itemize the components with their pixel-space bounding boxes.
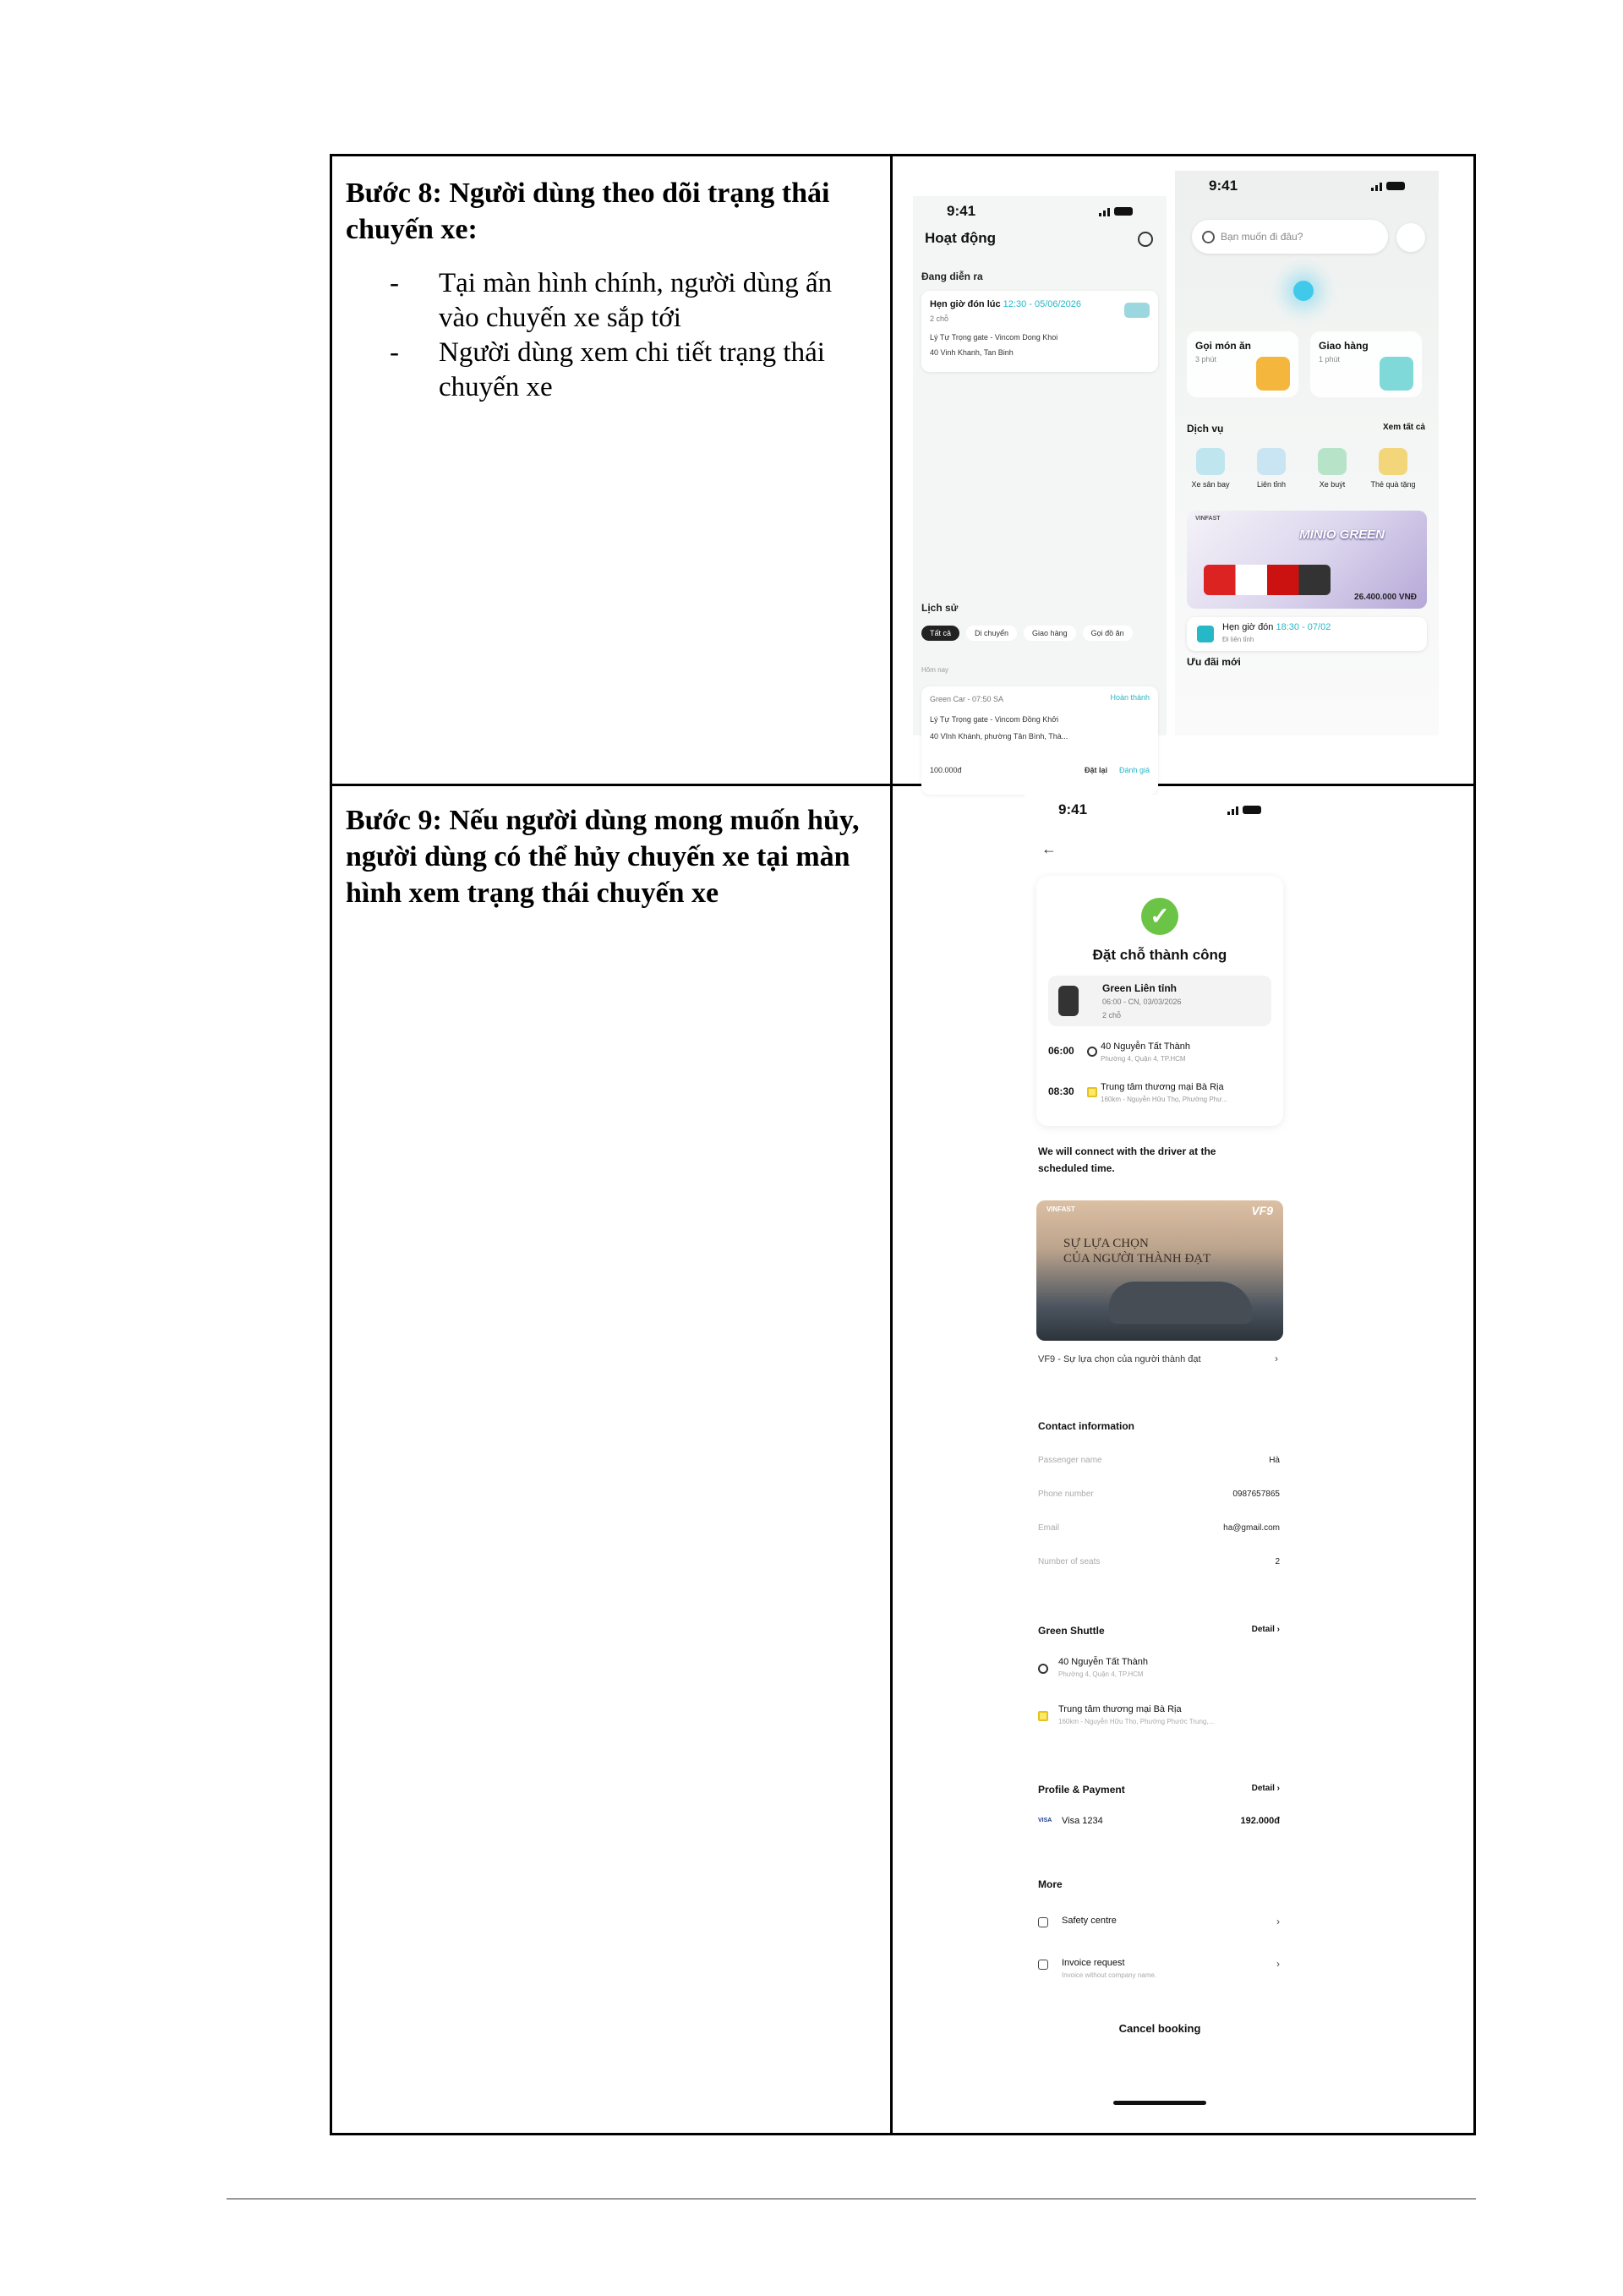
step-8-cell — [346, 175, 870, 405]
step-9-title: Bước 9: Nếu người dùng mong muốn hủy, người dùng có thể hủy chuyến xe tại màn hình xem trạng thái chuyến xe — [346, 805, 860, 909]
payment-detail-link[interactable]: Detail › — [1251, 1784, 1280, 1793]
vf9-banner[interactable]: VINFAST VF9 SỰ LỰA CHỌN CỦA NGƯỜI THÀNH ĐẠT — [1036, 1200, 1283, 1341]
step-8-bullet: - Tại màn hình chính, người dùng ấn vào chuyến xe sắp tới — [390, 268, 833, 333]
connect-message: We will connect with the driver at the scheduled time. — [1038, 1145, 1216, 1174]
step-8-bullets — [390, 266, 870, 405]
history-card[interactable]: Green Car - 07:50 SA Hoàn thành Lý Tự Trọng gate - Vincom Đồng Khởi 40 Vĩnh Khánh, phường Tân Bình, Thà... 100.000đ Đặt lại Đánh giá — [921, 686, 1158, 795]
history-filter — [921, 626, 1133, 641]
home-indicator — [1113, 2101, 1206, 2105]
status-bar: 9:41 — [1025, 795, 1295, 825]
success-title: Đặt chỗ thành công — [1092, 947, 1227, 963]
step-8-title: Bước 8: Người dùng theo dõi trạng thái chuyến xe: — [346, 178, 830, 245]
see-all-link[interactable]: Xem tất cả — [1382, 423, 1425, 432]
history-label: Lịch sử — [921, 602, 959, 614]
services-label: Dịch vụ — [1187, 423, 1224, 435]
service-bus[interactable]: Xe buýt — [1305, 448, 1359, 489]
contact-row: Phone number 0987657865 — [1038, 1490, 1280, 1499]
page-title: Hoạt động — [925, 230, 997, 246]
ride-summary: Green Liên tỉnh 06:00 - CN, 03/03/2026 2 chỗ — [1048, 976, 1271, 1026]
vf9-caption[interactable]: VF9 - Sự lựa chọn của người thành đạt — [1038, 1354, 1201, 1364]
ongoing-trip-card[interactable]: Hẹn giờ đón lúc 12:30 - 05/06/2026 2 chỗ Lý Tự Trọng gate - Vincom Dong Khoi 40 Vinh Khanh, Tan Binh — [921, 291, 1158, 372]
activity-screen: 9:41 Hoạt động Đang diễn ra Hẹn giờ đón lúc 12:30 - 05/06/2026 2 chỗ Lý Tự Trọng gate - Vincom Dong Khoi 40 Vinh Khanh, Tan Binh Lịch sử Tất cả Di chuyển Giao hàng Gọi đồ ăn Hôm nay Green Car - 07:50 SA Hoàn thành Lý Tự Trọng gate - Vincom Đồng Khởi 40 Vĩnh Khánh, phường Tân Bình, Thà... 100.000đ Đặt lại Đánh giá — [913, 196, 1167, 735]
box-icon — [1380, 357, 1413, 391]
back-arrow-icon[interactable]: ← — [1041, 840, 1057, 857]
appointment-card[interactable]: Hẹn giờ đón 18:30 - 07/02 Đi liên tỉnh — [1187, 617, 1427, 651]
ongoing-label: Đang diễn ra — [921, 271, 983, 282]
profile-icon[interactable] — [1396, 223, 1425, 252]
footer-divider — [227, 2198, 1476, 2200]
battery-icon — [1243, 806, 1261, 814]
cancel-booking-button[interactable]: Cancel booking — [1118, 2022, 1201, 2035]
home-screen — [1175, 171, 1439, 735]
food-icon — [1256, 357, 1290, 391]
cars-image — [1204, 565, 1331, 595]
car-icon — [1124, 303, 1150, 318]
promo-banner[interactable]: VINFAST MINIO GREEN 26.400.000 VNĐ — [1187, 511, 1427, 609]
check-icon: ✓ — [1141, 898, 1178, 935]
chip-move[interactable]: Di chuyển — [966, 626, 1017, 641]
battery-icon — [1114, 207, 1133, 216]
delivery-service[interactable]: Giao hàng 1 phút — [1310, 331, 1422, 397]
more-title: More — [1038, 1878, 1063, 1890]
offers-label: Ưu đãi mới — [1187, 656, 1241, 668]
service-gift-card[interactable]: Thẻ quà tặng — [1366, 448, 1420, 489]
calendar-icon — [1197, 626, 1214, 642]
payment-title: Profile & Payment — [1038, 1784, 1125, 1796]
bullet-dash: - — [390, 337, 399, 368]
contact-row: Email ha@gmail.com — [1038, 1523, 1280, 1533]
battery-icon — [1386, 182, 1405, 190]
chip-all[interactable]: Tất cả — [921, 626, 959, 641]
booking-success-screen: 9:41 ← ✓ Đặt chỗ thành công Green Liên tỉnh 06:00 - CN, 03/03/2026 2 chỗ 06:00 40 Nguyễn Tất Thành Phường 4, Quận 4, TP.HCM 08:30 Trung tâm thương mại Bà Rịa 160km - Nguyễn Hữu Thọ, Phường Phư... We will connect with the driver at the scheduled time. VINFAST VF9 SỰ LỰA CHỌN CỦA NGƯỜI THÀNH ĐẠT VF9 - Sự lựa chọn của người thành đạt › Contact information Passenger name Hà Phone number 0987657865 Email ha@gmail.com Number of seats 2 Green Shuttle Detail › 40 Nguyễn Tất Thành Phường 4, Quận 4, TP.HCM Trung tâm thương mại Bà Rịa 160km - Nguyễn Hữu Thọ, Phường Phước Trung,... Profile & Payment Detail › VISA Visa 1234 192.000đ More Safety centre › Invoice request Invoice without company name. › Cancel booking — [1025, 795, 1295, 2113]
contact-row: Passenger name Hà — [1038, 1456, 1280, 1465]
column-divider — [890, 156, 893, 2133]
service-intercity[interactable]: Liên tỉnh — [1244, 448, 1298, 489]
service-airport[interactable]: Xe sân bay — [1183, 448, 1238, 489]
search-icon — [1202, 231, 1215, 243]
location-marker — [1293, 281, 1314, 301]
status-bar: 9:41 — [913, 196, 1167, 227]
food-service[interactable]: Gọi món ăn 3 phút — [1187, 331, 1298, 397]
invoice-icon — [1038, 1960, 1048, 1970]
contact-title: Contact information — [1038, 1420, 1134, 1432]
search-icon[interactable] — [1138, 232, 1153, 247]
step-8-bullet: - Người dùng xem chi tiết trạng thái chuyến xe — [390, 337, 825, 402]
seat-icon — [1058, 986, 1079, 1016]
shuttle-title: Green Shuttle — [1038, 1625, 1105, 1637]
success-card: ✓ Đặt chỗ thành công Green Liên tỉnh 06:00 - CN, 03/03/2026 2 chỗ 06:00 40 Nguyễn Tất Thành Phường 4, Quận 4, TP.HCM 08:30 Trung tâm thương mại Bà Rịa 160km - Nguyễn Hữu Thọ, Phường Phư... — [1036, 876, 1283, 1126]
chip-food[interactable]: Gọi đồ ăn — [1083, 626, 1133, 641]
shield-icon — [1038, 1917, 1048, 1927]
car-image — [1109, 1282, 1253, 1324]
chip-delivery[interactable]: Giao hàng — [1024, 626, 1076, 641]
step-9-cell — [346, 802, 870, 911]
status-bar: 9:41 — [1175, 171, 1439, 201]
bullet-dash: - — [390, 268, 399, 298]
chevron-right-icon: › — [1275, 1353, 1278, 1364]
row-divider — [332, 784, 1473, 786]
shuttle-detail-link[interactable]: Detail › — [1251, 1625, 1280, 1634]
visa-icon: VISA — [1038, 1818, 1052, 1823]
contact-row: Number of seats 2 — [1038, 1557, 1280, 1566]
destination-search[interactable]: Bạn muốn đi đâu? — [1192, 220, 1388, 254]
